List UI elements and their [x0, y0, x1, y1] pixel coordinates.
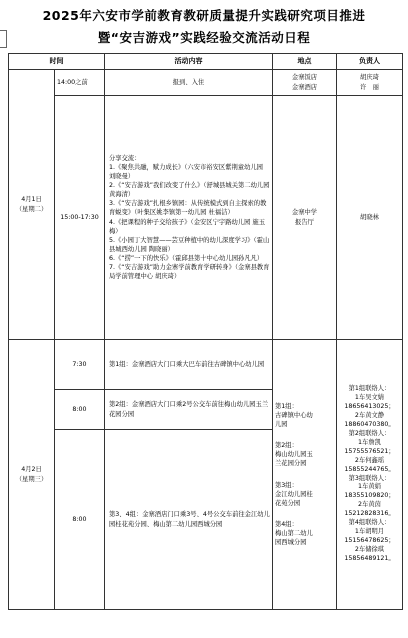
contact-line: 第2组联络人：	[348, 429, 391, 437]
day2-row3-content: 第3、4组：金寨酒店门口乘3号、4号公交车前往金江幼儿园桂花苑分园、梅山第二幼儿园西城分园	[105, 430, 273, 610]
day2-row2-content: 第2组：金寨酒店大门口乘2号公交车前往梅山幼儿园玉兰花园分园	[105, 390, 273, 430]
sharing-heading: 分享交流：	[109, 154, 141, 162]
day1-row2-person: 胡晓林	[337, 96, 403, 340]
contact-line: 15212828316。	[344, 510, 395, 518]
contact-line: 1车詹凯	[358, 438, 381, 446]
table-row	[9, 96, 403, 340]
day2-row1-content: 第1组：金寨酒店大门口乘大巴车前往古碑镇中心幼儿园	[105, 340, 273, 390]
day1-row1-place-line: 金寨饭店	[291, 74, 318, 82]
day1-row1-person	[337, 70, 403, 96]
day1-row1-place	[273, 70, 337, 96]
table-header-row	[9, 54, 403, 70]
contact-line: 15156478625；	[344, 537, 395, 545]
schedule-table	[8, 53, 403, 610]
day1-date: 4月1日	[21, 196, 42, 204]
day1-row2-place-line: 报告厅	[295, 218, 314, 226]
day1-row1-content: 报到、入住	[105, 70, 273, 96]
contact-line: 2车储徐琪	[354, 546, 385, 553]
table-row	[9, 340, 403, 390]
contact-line: 2车何鑫瑶	[354, 456, 385, 464]
list-item: 5.《小园丁大智慧——芸豆种植中的幼儿深度学习》（霍山县城西幼儿园 陶晓丽）	[109, 236, 270, 253]
place-line: 古碑镇中心幼	[275, 411, 313, 419]
contact-line: 1车吴文婧	[354, 394, 385, 402]
list-item: 1.《聚焦共融，赋力成长》（六安市裕安区紫荆童幼儿园 刘晓曼）	[109, 163, 263, 180]
day1-row2-place	[273, 96, 337, 340]
place-line: 第2组：	[275, 442, 298, 450]
place-line: 花苑分园	[275, 499, 301, 507]
table-row	[9, 70, 403, 96]
header-content: 活动内容	[105, 54, 273, 70]
place-line: 梅山幼儿园玉	[275, 451, 313, 459]
day1-row2-time: 15:00-17:30	[55, 96, 105, 340]
header-time: 时间	[9, 54, 105, 70]
day1-row1-person-line: 许 丽	[360, 83, 379, 91]
day1-date-cell	[9, 70, 55, 340]
contact-line: 2车黄文静	[354, 411, 385, 419]
day2-row3-time: 8:00	[55, 430, 105, 610]
day1-row1-time: 14:00之前	[55, 70, 105, 96]
place-line: 第3组：	[275, 481, 298, 489]
day1-row1-person-line: 胡庆琦	[360, 74, 379, 82]
place-line: 园西城分园	[275, 539, 307, 547]
place-line: 第4组：	[275, 520, 298, 528]
day2-date: 4月2日	[21, 466, 42, 474]
list-item: 7.《“安吉游戏”助力金寨学前教育学研转身》（金寨县教育局学前管理中心 胡庆琦）	[109, 264, 270, 281]
day1-weekday: （星期二）	[15, 205, 48, 213]
list-item: 3.《“安吉游戏”扎根乡镇园：从传统模式到自主探索的教育蜕变》（叶集区姚李镇第一幼儿园 杜福洁）	[109, 200, 267, 217]
contact-line: 2车黄茵	[358, 501, 381, 509]
day2-date-cell	[9, 340, 55, 610]
day1-row2-place-line: 金寨中学	[291, 209, 318, 217]
list-item: 4.《把课程的种子交给孩子》（金安区宁宇路幼儿园 施玉梅）	[109, 218, 265, 235]
title-line-1: 2025年六安市学前教育教研质量提升实践研究项目推进	[42, 8, 366, 23]
contact-line: 1车黄娟	[358, 483, 381, 491]
day2-row2-time: 8:00	[55, 390, 105, 430]
day1-row1-place-line: 金寨酒店	[291, 83, 318, 91]
contact-line: 第1组联络人：	[348, 385, 391, 393]
day2-places-cell	[273, 340, 337, 610]
day2-row1-time: 7:30	[55, 340, 105, 390]
title-line-2: 暨“安吉游戏”实践经验交流活动日程	[97, 30, 311, 45]
place-line: 兰花园分园	[275, 460, 307, 468]
contact-line: 18355109820；	[344, 492, 395, 500]
contact-line: 第3组联络人：	[348, 474, 391, 482]
place-line: 第1组：	[275, 402, 298, 410]
day2-contacts-cell	[337, 340, 403, 610]
contact-line: 第4组联络人：	[348, 519, 391, 527]
contact-line: 18656413025；	[344, 403, 395, 410]
header-person: 负责人	[337, 54, 403, 70]
day1-row2-content	[105, 96, 273, 340]
header-place: 地点	[273, 54, 337, 70]
place-line: 金江幼儿园桂	[275, 490, 313, 498]
contact-line: 15755576521；	[344, 447, 395, 455]
contact-line: 15855244765。	[344, 465, 395, 473]
contact-line: 18860470380。	[344, 420, 395, 428]
day2-weekday: （星期三）	[15, 475, 48, 483]
contact-line: 15856489121。	[344, 554, 395, 562]
list-item: 6.《“捞”一下的快乐》（霍邱县第十中心幼儿园孙凡凡）	[109, 255, 264, 262]
contact-line: 1车胡明月	[354, 528, 385, 536]
place-line: 儿园	[275, 421, 288, 428]
list-item: 2.《“安吉游戏”我们改变了什么》（舒城县城关第二幼儿园 黄海清）	[109, 182, 270, 199]
place-line: 梅山第二幼儿	[275, 530, 313, 537]
